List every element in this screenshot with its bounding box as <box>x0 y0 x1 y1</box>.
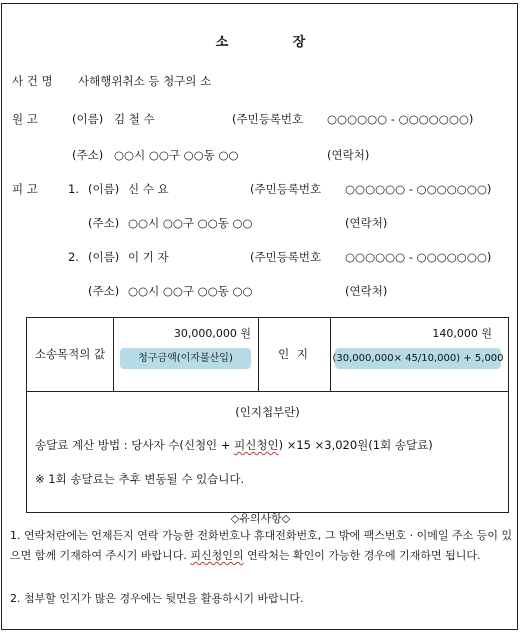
note-1-prefix: 1. 연락처란에는 언제든지 연락 가능한 전화번호나 휴대전화번호, 그 밖에 팩스번호 · 이메일 주소 등이 있으면 함께 기재하여 주시기 바랍니다. <box>10 529 513 562</box>
case-name-value: 사해행위취소 등 청구의 소 <box>78 74 212 88</box>
plaintiff-address: ○○시 ○○구 ○○동 ○○ <box>114 148 239 162</box>
defendant-1-address: ○○시 ○○구 ○○동 ○○ <box>128 216 253 230</box>
litigation-value-amount: 30,000,000 원 <box>173 327 251 340</box>
fee-table-col-divider <box>113 318 114 391</box>
defendant-1-name-label: (이름) <box>88 182 120 196</box>
document-title: 소 장 <box>215 35 336 50</box>
fee-table-divider <box>27 391 508 392</box>
service-fee-method <box>35 440 433 452</box>
defendant-2-address: ○○시 ○○구 ○○동 ○○ <box>128 284 253 298</box>
defendant-role-label: 피 고 <box>12 182 38 196</box>
defendant-2-name-label: (이름) <box>88 250 120 264</box>
service-fee-suffix: ) ×15 ×3,020원(1회 송달료) <box>278 438 433 452</box>
defendant-2-number: 2. <box>68 250 79 264</box>
service-fee-prefix: 송달료 계산 방법 : 당사자 수(신청인 + <box>35 438 235 452</box>
note-item-1 <box>10 526 515 566</box>
service-fee-note: ※ 1회 송달료는 추후 변동될 수 있습니다. <box>35 472 245 486</box>
defendant-2-name: 이 기 자 <box>128 250 169 264</box>
defendant-1-id-label: (주민등록번호 <box>250 182 322 196</box>
plaintiff-name-label: (이름) <box>72 112 104 126</box>
defendant-2-address-label: (주소) <box>88 284 120 298</box>
case-name-label: 사 건 명 <box>12 74 53 88</box>
fee-table <box>26 317 509 513</box>
stamp-amount: 140,000 원 <box>432 327 492 340</box>
defendant-1-name: 신 수 요 <box>128 182 169 196</box>
note-item-2: 2. 첨부할 인지가 많은 경우에는 뒷면을 활용하시기 바랍니다. <box>10 592 304 605</box>
defendant-2-contact-label: (연락처) <box>345 284 388 298</box>
plaintiff-id-value: ○○○○○○ - ○○○○○○○) <box>327 112 474 126</box>
stamp-attach-label: (인지첩부란) <box>235 405 300 419</box>
notes-heading: ◇유의사항◇ <box>230 512 291 525</box>
note-1-suffix: 연락처는 확인이 가능한 경우에 기재하면 됩니다. <box>243 549 481 562</box>
plaintiff-role-label: 원 고 <box>12 112 38 126</box>
plaintiff-id-label: (주민등록번호 <box>232 112 304 126</box>
service-fee-underlined: 피신청인 <box>234 438 279 452</box>
defendant-1-number: 1. <box>68 182 79 196</box>
defendant-2-id-label: (주민등록번호 <box>250 250 322 264</box>
defendant-2-id-value: ○○○○○○ - ○○○○○○○) <box>345 250 492 264</box>
defendant-1-id-value: ○○○○○○ - ○○○○○○○) <box>345 182 492 196</box>
complaint-form <box>1 3 518 630</box>
plaintiff-address-label: (주소) <box>72 148 104 162</box>
plaintiff-contact-label: (연락처) <box>327 148 370 162</box>
note-1-underlined: 피신청인의 <box>190 549 244 562</box>
claim-amount-badge: 청구금액(이자불산입) <box>120 348 251 369</box>
defendant-1-contact-label: (연락처) <box>345 216 388 230</box>
litigation-value-label: 소송목적의 값 <box>34 347 106 361</box>
fee-table-col-divider <box>330 318 331 391</box>
stamp-label: 인 지 <box>278 347 310 361</box>
plaintiff-name: 김 철 수 <box>114 112 155 126</box>
defendant-1-address-label: (주소) <box>88 216 120 230</box>
stamp-formula-badge: (30,000,000× 45/10,000) + 5,000 <box>335 348 501 369</box>
